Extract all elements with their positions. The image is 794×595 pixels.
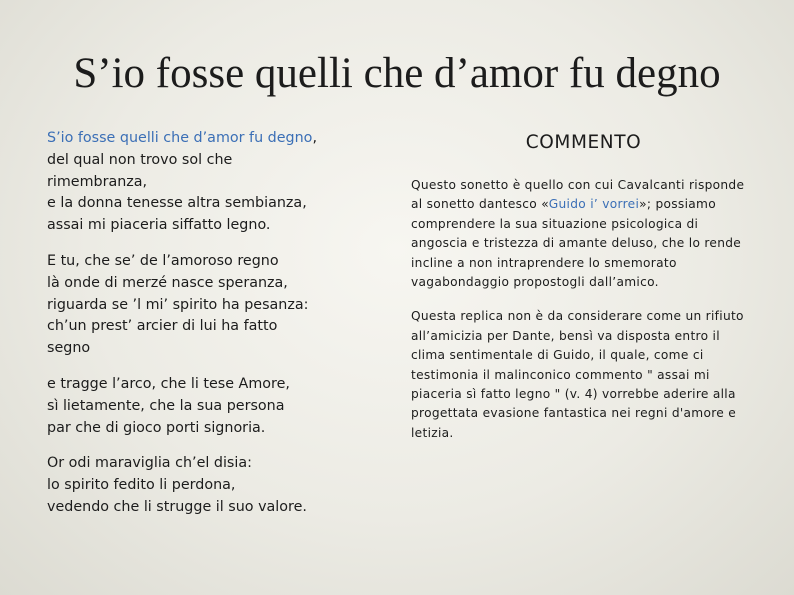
comment-column [411, 130, 756, 458]
poem-line: ch’un prest’ arcier di lui ha fatto [47, 318, 278, 335]
poem-line: sì lietamente, che la sua persona [47, 397, 285, 414]
poem-line [47, 128, 367, 150]
poem-line: là onde di merzé nasce speranza, [47, 274, 288, 291]
poem-line: del qual non trovo sol che [47, 151, 233, 168]
poem-line: Or odi maraviglia ch’el disia: [47, 455, 252, 472]
poem-line: riguarda se ’l mi’ spirito ha pesanza: [47, 296, 309, 313]
comment-text: »; possiamo comprendere la sua situazione psicologica di angoscia e tristezza di amante deluso, che lo rende incline a non intraprendere lo smemorato vagabondaggio propostogli dall’amico. [411, 197, 742, 290]
poem-line-tail: , [312, 130, 317, 146]
poem-line: E tu, che se’ de l’amoroso regno [47, 252, 279, 269]
comment-text: Questo sonetto è quello con cui Cavalcanti risponde al sonetto dantesco « [411, 178, 745, 212]
poem-line: lo spirito fedito li perdona, [47, 477, 236, 494]
poem-line: par che di gioco porti signoria. [47, 419, 266, 436]
poem-stanza-4 [47, 453, 367, 518]
poem-title-link[interactable]: S’io fosse quelli che d’amor fu degno [47, 130, 313, 146]
poem-stanza-1 [47, 128, 367, 237]
slide-title: S’io fosse quelli che d’amor fu degno [73, 50, 721, 97]
poem-line: rimembranza, [47, 173, 148, 190]
poem-line: e tragge l’arco, che li tese Amore, [47, 375, 290, 392]
comment-paragraph-2: Questa replica non è da considerare come un rifiuto all’amicizia per Dante, bensì va disposta entro il clima sentimentale di Guido, il quale, come ci testimonia il malinconico commento " assai mi piaceria sì fatto legno " (v. 4) vorrebbe aderire alla progettata evasione fantastica nei regni d'amore e letizia. [411, 309, 744, 440]
poem-line: e la donna tenesse altra sembianza, [47, 195, 307, 212]
poem-line: vedendo che li strugge il suo valore. [47, 498, 307, 515]
comment-paragraph-1 [411, 176, 756, 292]
poem-line: assai mi piaceria siffatto legno. [47, 217, 271, 234]
poem-line: segno [47, 340, 91, 357]
guido-sonnet-link[interactable]: Guido i’ vorrei [548, 197, 640, 212]
poem-column [47, 128, 367, 533]
comment-heading: COMMENTO [525, 132, 642, 153]
poem-stanza-3 [47, 374, 367, 439]
poem-stanza-2 [47, 251, 367, 360]
